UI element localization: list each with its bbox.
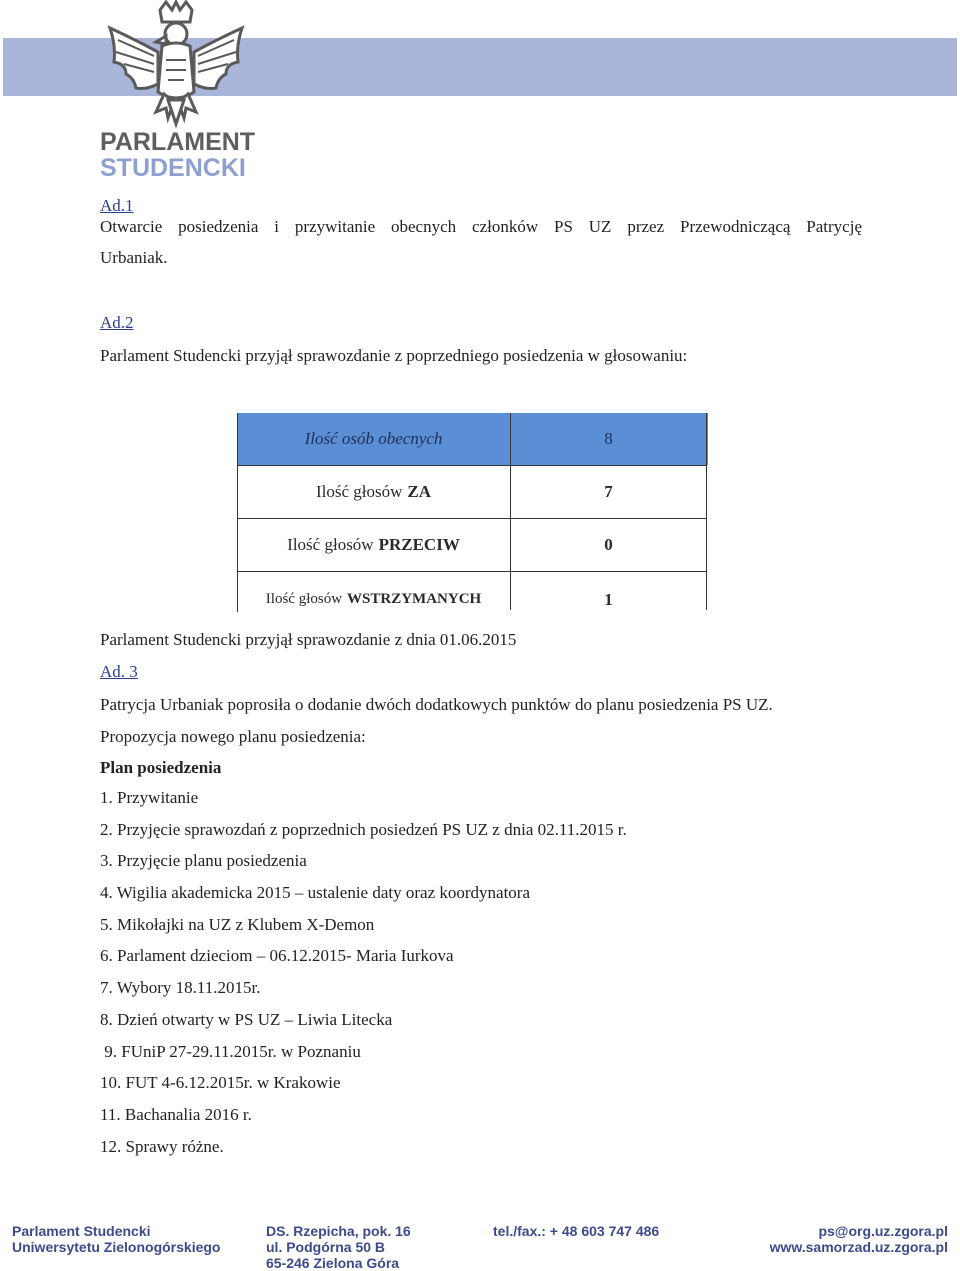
table-left-border	[237, 413, 238, 612]
ad1-line1: Otwarcie posiedzenia i przywitanie obecnych członków PS UZ przez Przewodniczącą Patrycję	[100, 217, 862, 236]
footer-address-line: ul. Podgórna 50 B	[266, 1239, 386, 1255]
list-item: 10. FUT 4-6.12.2015r. w Krakowie	[100, 1073, 341, 1093]
votes-label	[237, 572, 511, 610]
votes-label-prefix: Ilość głosów	[315, 482, 403, 501]
list-item: 6. Parlament dzieciom – 06.12.2015- Maria Iurkova	[100, 946, 454, 966]
list-item: 12. Sprawy różne.	[100, 1136, 224, 1156]
footer-website-link[interactable]: www.samorzad.uz.zgora.pl	[769, 1239, 948, 1255]
list-item: 3. Przyjęcie planu posiedzenia	[100, 851, 307, 871]
plan-list	[100, 786, 627, 1166]
list-item: 4. Wigilia akademicka 2015 – ustalenie daty oraz koordynatora	[100, 883, 530, 903]
votes-label	[237, 519, 511, 571]
ad3-heading: Ad. 3	[100, 662, 138, 681]
votes-value: 1	[511, 572, 707, 610]
ad2-line1: Parlament Studencki przyjął sprawozdanie z poprzedniego posiedzenia w głosowaniu:	[100, 346, 688, 365]
footer-address-line: 65-246 Zielona Góra	[266, 1255, 400, 1271]
eagle-emblem-icon	[96, 0, 256, 130]
votes-row-abstain	[237, 572, 708, 612]
ad3-line1: Patrycja Urbaniak poprosiła o dodanie dwóch dodatkowych punktów do planu posiedzenia PS UZ.	[100, 695, 773, 714]
votes-value: 7	[511, 466, 707, 518]
logo-text-parlament: PARLAMENT	[100, 128, 256, 156]
votes-table	[237, 413, 708, 612]
footer-phone	[493, 1223, 659, 1239]
footer-org	[12, 1223, 220, 1255]
ad1-heading: Ad.1	[100, 196, 134, 215]
footer-email-link[interactable]: ps@org.uz.zgora.pl	[818, 1223, 948, 1239]
footer-contact	[770, 1223, 948, 1255]
list-item: 2. Przyjęcie sprawozdań z poprzednich posiedzeń PS UZ z dnia 02.11.2015 r.	[100, 819, 627, 839]
votes-label-bold: PRZECIW	[378, 535, 460, 554]
votes-row-for	[237, 466, 708, 518]
list-item: 7. Wybory 18.11.2015r.	[100, 978, 261, 998]
footer-address-line: DS. Rzepicha, pok. 16	[266, 1223, 411, 1239]
votes-value: 8	[511, 413, 707, 465]
votes-label-prefix: Ilość głosów	[287, 535, 374, 554]
accepted-line: Parlament Studencki przyjął sprawozdanie z dnia 01.06.2015	[100, 630, 517, 649]
list-item: 9. FUniP 27-29.11.2015r. w Poznaniu	[100, 1041, 361, 1061]
votes-label	[237, 466, 511, 518]
list-item: 5. Mikołajki na UZ z Klubem X-Demon	[100, 914, 375, 934]
page-footer	[0, 1220, 960, 1269]
plan-title: Plan posiedzenia	[100, 758, 222, 777]
votes-label-bold: WSTRZYMANYCH	[347, 591, 482, 607]
votes-row-present	[237, 413, 708, 465]
ad1-line2: Urbaniak.	[100, 248, 168, 267]
footer-org-line: Parlament Studencki	[12, 1223, 151, 1239]
ad2-heading: Ad.2	[100, 313, 134, 332]
list-item: 11. Bachanalia 2016 r.	[100, 1104, 252, 1124]
votes-label: Ilość osób obecnych	[237, 413, 511, 465]
votes-label-bold: ZA	[407, 482, 432, 501]
parlament-logo	[96, 0, 256, 182]
votes-row-against	[237, 519, 708, 571]
votes-value: 0	[511, 519, 707, 571]
list-item: 8. Dzień otwarty w PS UZ – Liwia Litecka	[100, 1009, 393, 1029]
votes-label-prefix: Ilość głosów	[265, 591, 343, 607]
list-item: 1. Przywitanie	[100, 788, 199, 807]
footer-address	[266, 1223, 411, 1271]
footer-phone-line: tel./fax.: + 48 603 747 486	[493, 1223, 660, 1239]
ad3-line2: Propozycja nowego planu posiedzenia:	[100, 727, 366, 746]
footer-org-line: Uniwersytetu Zielonogórskiego	[12, 1239, 221, 1255]
logo-text-studencki: STUDENCKI	[100, 154, 246, 182]
